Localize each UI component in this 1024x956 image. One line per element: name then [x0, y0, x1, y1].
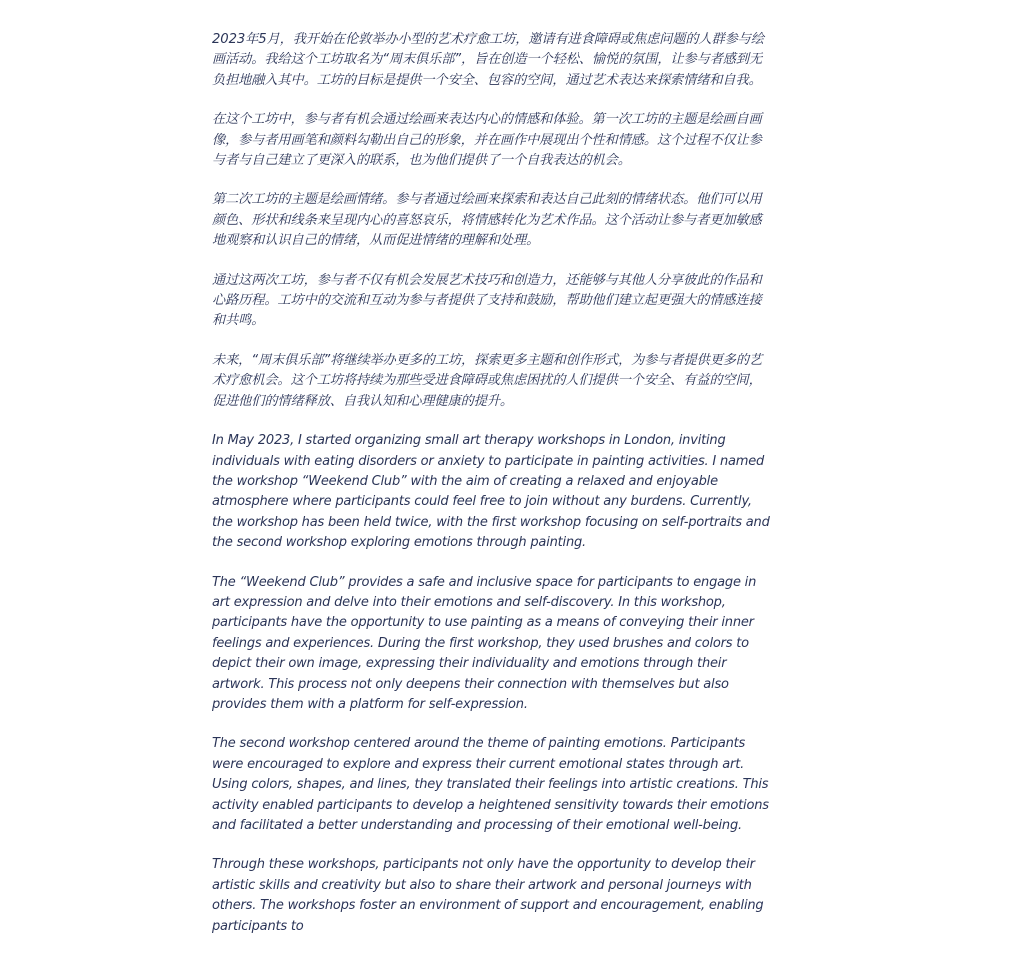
paragraph-zh-3: 第二次工坊的主题是绘画情绪。参与者通过绘画来探索和表达自己此刻的情绪状态。他们可以用颜色、形状和线条来呈现内心的喜怒哀乐，将情感转化为艺术作品。这个活动让参与者更加敏感地观察和认识自己的情绪，从而促进情绪的理解和处理。 — [212, 192, 762, 249]
paragraph-zh-5: 未来，“周末俱乐部”将继续举办更多的工坊，探索更多主题和创作形式，为参与者提供更多的艺术疗愈机会。这个工坊将持续为那些受进食障碍或焦虑困扰的人们提供一个安全、有益的空间，促进他们的情绪释放、自我认知和心理健康的提升。 — [212, 352, 763, 409]
article-body — [212, 30, 774, 956]
paragraph-zh-2: 在这个工坊中，参与者有机会通过绘画来表达内心的情感和体验。第一次工坊的主题是绘画自画像，参与者用画笔和颜料勾勒出自己的形象，并在画作中展现出个性和情感。这个过程不仅让参与者与自己建立了更深入的联系，也为他们提供了一个自我表达的机会。 — [212, 112, 762, 169]
paragraph-en-3: The second workshop centered around the theme of painting emotions. Participants were encouraged to explore and express their current emotional states through art. Using colors, shapes, and lines, they translated their feelings into artistic creations. This activity enabled participants to develop a heightened sensitivity towards their emotions and facilitated a better understanding and processing of their emotional well-being. — [212, 736, 769, 833]
paragraph-en-4: Through these workshops, participants not only have the opportunity to develop their artistic skills and creativity but also to share their artwork and personal journeys with others. The workshops foster an environment of support and encouragement, enabling participants to — [212, 857, 764, 934]
paragraph-zh-1: 2023年5月，我开始在伦敦举办小型的艺术疗愈工坊，邀请有进食障碍或焦虑问题的人群参与绘画活动。我给这个工坊取名为“周末俱乐部”，旨在创造一个轻松、愉悦的氛围，让参与者感到无负担地融入其中。工坊的目标是提供一个安全、包容的空间，通过艺术表达来探索情绪和自我。 — [212, 32, 764, 88]
paragraph-zh-4: 通过这两次工坊，参与者不仅有机会发展艺术技巧和创造力，还能够与其他人分享彼此的作品和心路历程。工坊中的交流和互动为参与者提供了支持和鼓励，帮助他们建立起更强大的情感连接和共鸣。 — [212, 272, 762, 329]
paragraph-en-1: In May 2023, I started organizing small art therapy workshops in London, inviting individuals with eating disorders or anxiety to participate in painting activities. I named the workshop “Weekend Club” with the aim of creating a relaxed and enjoyable atmosphere where participants could feel free to join without any burdens. Currently, the workshop has been held twice, with the first workshop focusing on self-portraits and the second workshop exploring emotions through painting. — [212, 433, 770, 551]
paragraph-en-2: The “Weekend Club” provides a safe and inclusive space for participants to engage in art expression and delve into their emotions and self-discovery. In this workshop, participants have the opportunity to use painting as a means of conveying their inner feelings and experiences. During the first workshop, they used brushes and colors to depict their own image, expressing their individuality and emotions through their artwork. This process not only deepens their connection with themselves but also provides them with a platform for self-expression. — [212, 574, 757, 712]
